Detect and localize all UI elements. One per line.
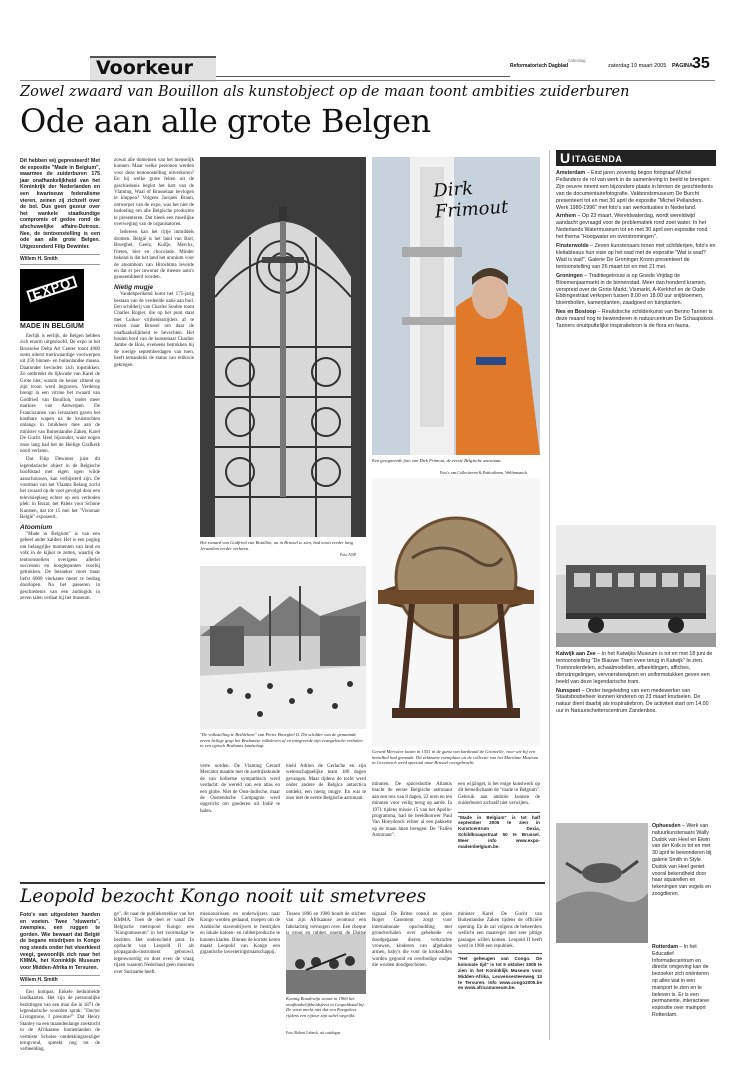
agenda-header [556, 150, 716, 166]
page-number: 35 [692, 55, 710, 72]
agenda-place: Ophuesden [652, 823, 681, 829]
sword-credit: Foto ANP [340, 552, 357, 557]
agenda-item: Ophuesden – Werk van natuurkunstenaars Wally Dudok van Heel en Eiwin van der Kolk is tot en met 30 april te bewonderen bij galerie Smith in Style. Dudok van Heel geniet vooral bekendheid door haar aquarellen en tekeningen van vogels en zoogdieren. [652, 823, 712, 897]
article2-paragraph: Een kompas. Enkele beduimelde landkaarten. Het zijn de persoonlijke bezittingen van een man die in 1871 de legendarische woorden sprak: "Doctor Livingstone, I presume?" Dat Henry Stanley na een maandenlange zoektocht in de Afrikaanse binnenlanden de vermiste Schotse ontdekkingsreiziger terugvond, spreekt nog tot de verbeelding. [20, 989, 100, 1053]
congo-info-box: "Het geheugen van Congo. De koloniale tijd" is tot 9 oktober 2005 te zien in het Koninklijk Museum voor Midden-Afrika, Leuvensesteenweg 13 te Tervuren. Info www.congo2005.be en www.africamuseum.be. [458, 953, 542, 991]
article2-col-6 [458, 912, 542, 1046]
header-rule [216, 76, 510, 77]
painting-photo [200, 566, 366, 729]
article-divider [20, 882, 545, 884]
agenda-item: Nunspeet – Onder begeleiding van een medewerker van Staatsbosbeheer kunnen kinderen op 23 maart knutselen. De natuur dient daarbij als inspiratiebron. De activiteit start om 14.00 uur in Natuurschetterscentrum Zandenbos. [556, 687, 709, 715]
article2-paragraph: Tussen 1896 en 1906 houdt de stichter van zijn Afrikaanse avontuur een fabelachtig vermogen over. Een cheque [286, 912, 366, 930]
paper-name: Reformatorisch Dagblad [510, 63, 569, 69]
article2-col-3 [200, 912, 280, 1046]
agenda-item: Nes en Bosloop – Realistische schilderkunst van Benno Tanner is deze maand nog te bewonderen in natuurcentrum De Schaapskooi. Tanners onuitputtelijke inspiratiebron is de flora en fauna. [556, 309, 715, 330]
article-author: Willem H. Smith [20, 254, 100, 264]
article-paragraph: hield Adrien de Gerlache en zijn wetenschappelijke team 180 dagen gevangen. Maar tijdens de tocht werd onder andere de Belgica antarctica ontdekt, een nietig mugje. En wat te zien met de eerste Belgische astronaut. [286, 764, 366, 802]
article-kicker: Zowel zwaard van Bouillon als kunstobject op de maan toont ambities zuiderburen [20, 84, 630, 100]
article-paragraph: Iedereen kan het rijtje inmiddels dromen. België is het land van Brel, Brueghel, Geelz, Kuifje, Merckx, frieten, bier en chocolade. Minder bekend is dat het land het uranium voor de atoombom van Hiroshima leverde en dat er per inwoner de meeste auto's geassembleerd worden. [114, 230, 194, 281]
agenda-place: Groningen [556, 272, 583, 279]
sword-caption: Het zwaard van Godfried van Bouillon, nu in Brussel te zien, had nooit eerder lang Jeruzalem eerder verlaten. [200, 540, 354, 551]
header-date: zaterdag 19 maart 2005 [608, 63, 667, 69]
agenda-title-u: U [560, 150, 571, 166]
agenda-text: In het Katwijks Museum is tot en met 18 juni de tentoonstelling "De Blauwe Tram even terug in Katwijk" te zien. Tramonderdelen, schaalmodellen, afbeeldingen, affiches, dienstregelingen, vervoersbewijzen en uniformstukken geven een beeld van deze legendarische tram. [556, 651, 713, 685]
subheading-atoomium: Atoomium [20, 523, 53, 531]
article-paragraph: "Made in Belgium" is van een geheel ander kaliber. Het is een poging om belangrijke momenten van land en volk in de kijker te zetten, waarbij de tentoonstellers overigens allerlei successen en hoogtepunten voorbij getrokken. De bezoeker moet maar liefst 6000 vierkante meter te bedrag doorlopen. Na het passeren in geschiedenis van een audiogids in zeven talen verlaat hij het museum. [20, 531, 100, 601]
agenda-title-rest: ITAGENDA [572, 154, 623, 164]
article-paragraph: minuten. De spaceshuttle Atlantis bracht de eerste Belgische astronaut aan een reis van 8 dagen, 22 uren en ten minuten voor veilig terug op aarde. In 1971 tijdens missie 15 van het Apollo-programma, had de beeldhouwer Paul Van Hoeydonck echter al een pakkette op de maan laten brengen: De "Fallen Astronaut". [372, 782, 452, 839]
agenda-col-3 [652, 823, 716, 943]
article2-paragraph: ge", dit naar de publiekstrekker van het KMMA. Toen de deel er vanaf De Belgische metropool Kongo een "Kongomuseum" in het voormalige te bezitten. Het onderscheid punt. In opdracht van Leopold II als propagandu-instrument gebouwd, tegenwoordig en doet even de vraag rijzen waarom Nederland geen museum over Suriname heeft. [114, 912, 194, 975]
agenda-place: Rotterdam [652, 944, 678, 950]
expo-logo-text: EXPO [26, 275, 78, 302]
astronaut-credit: Foto's van Collectieven & Particulieren, Welfenmasch [440, 470, 527, 475]
article-paragraph: verre oorden. De Vlaming Gerard Mercator maakte met de aardrijkskunde de van hollertse sympathisch werd verdacht: de wereld van een atlas en een globe. Niet de Oost-Indische, maar de Oostendsche Compagnie werd opgericht om goederen uit Indië te halen. [200, 764, 280, 814]
article2-paragraph: minister Karel De Gucht van Buitenlandse Zaken tijdens de officiële opening. En de zal volgens de beheerders wellicht een maatregel met zeer pittige passages willen komen. Leopold II heeft werd in 1960 een republiek. [458, 912, 542, 950]
agenda-text: Werk van natuurkunstenaars Wally Dudok van Heel en Eiwin van der Kolk is tot en met 30 april te bewonderen bij galerie Smith in Style. Dudok van Heel geniet vooral bekendheid door haar aquarellen en tekeningen van vogels en zoogdieren. [652, 823, 712, 897]
agenda-item: Rotterdam – In het Educatief Informatiecentrum en directe omgeving kan de bezoeker zich oriënteren op alles wat in een mainport te zien en te beleven is. Er is een permanente, interactieve expositie over mainport Rotterdam. [652, 944, 710, 1018]
article2-author: Willem H. Smith [20, 975, 100, 985]
boudewijn-caption: Koning Boudewijn woont in 1960 het onafhankelijkheidsfeest in Leopoldstad bij. De vorst merkt niet dat een Kongolees rijdens een rijtour zijn sabel wegrijkt. [286, 996, 365, 1018]
expo-logo [20, 269, 84, 321]
article-paragraph: een wijzinget, is het enige kunstwerk op dit hemellichaam de "made in Belgium". Gebruik aan ambitie kunnen de zuiderburen zichzelf niet verwijten. [458, 782, 540, 807]
agenda-text: Realistische schilderkunst van Benno Tanner is deze maand nog te bewonderen in natuurcentrum De Schaapskooi. Tanners onuitputtelijke inspiratiebron is de flora en fauna. [556, 309, 715, 330]
agenda-text: Eind jaren zeventig begon fotograaf Michel Pellanders de rol van werk in de samenleving in beeld te brengen. Zijn oeuvre neemt een bijzondere plaats in binnen de geschiedenis van de documentairefotografie. Vakbondsmuseum De Burcht presenteert tot en met 30 april de expositie "Michel Pellanders. Werk 1980-1996" met foto's van werksituaties in Nederland. [556, 170, 713, 211]
agenda-col-2 [556, 651, 716, 819]
agenda-text: Onder begeleiding van een medewerker van Staatsbosbeheer kunnen kinderen op 23 maart knutselen. De natuur dient daarbij als inspiratiebron. De activiteit start om 14.00 uur in Natuurschetterscentrum Zandenbos. [556, 687, 709, 715]
agenda-text: Zeven kunstenaars tonen met schilderijen, foto's en kleitableaus hun visie op het wad met de expositie "Wat is wad? Wad is wat!". Galerie De Groninger Kroon presenteert de tentoonstelling van 26 maart tot en met 21 mei. [556, 243, 716, 270]
header-bottom-rule [20, 80, 715, 81]
expo-info-box: "Made in Belgium" is tot half september 2005 te zien in Kunstcentrum Dexia, Schildknaapstraat 50 te Brussel. Meer info www.expo-madeinbelgium.be. [458, 812, 540, 850]
agenda-text: Op 23 maart, Wereldwaterdag, wordt wereldwijd aandacht gevraagd voor de problematiek rond zoet water. In het Nederlands Watermuseum tot en met 30 april een expositie rond het thema "Hoogwater en overstromingen". [556, 213, 708, 241]
agenda-col-4 [652, 944, 716, 1044]
column-divider [549, 150, 550, 1040]
article2-col-5 [372, 912, 452, 1046]
bird-art-photo [556, 823, 648, 943]
painting-caption: "De volkstelling te Bethlehem" van Pieter Brueghel II. Dit schilder van de genaamde zeven heilige grap het Brabantse volksleven af en integreerde zijn evangelische verhalen in een typisch Brabants landschap. [200, 732, 363, 749]
article2-headline: Leopold bezocht Kongo nooit uit smetvrees [20, 886, 427, 907]
article-col-6 [458, 782, 540, 876]
article-col-1 [20, 158, 100, 878]
article2-paragraph: missionarissen en onderwijzers naar Kongo worden gedaand, troepen om de Arabische slavendrijvers te bestrijden en lokale katoen- en rubberproductie te kunnen kladen. Binnen de kortste keren maakt Leopold van Kongo een gigantische investeringsmaatschappij. [200, 912, 280, 956]
stained-glass-window [200, 157, 366, 537]
agenda-text: Traditiegetrouw is op Goede Vrijdag de Bloemenjaarmarkt in de binnenstad. Meer dan honderd kramen, verspreid over de Grote Markt, Vismarkt, A-Kerkhof en de Oude Ebbingestraat verkopen tussen 8.00 en 18.00 uur snijbloemen, bloembollen, kamerplanten, zaadgoed en tuinplanten. [556, 272, 707, 307]
article2-col-2 [114, 912, 194, 1046]
agenda-place: Arnhem [556, 213, 577, 220]
agenda-item: Groningen – Traditiegetrouw is op Goede Vrijdag de Bloemenjaarmarkt in de binnenstad. Meer dan honderd kramen, verspreid over de Grote Markt, Vismarkt, A-Kerkhof en de Oude Ebbingestraat verkopen tussen 8.00 en 18.00 uur snijbloemen, bloembollen, kamerplanten, zaadgoed en tuinplanten. [556, 272, 707, 307]
article-paragraph: Dat Filip Dewinter juist dit legendarische object in de Belgische hoofdstad met eigen ogen wilde aanschouwen, kan verbijsterd zijn. De voorman van het Vlaams Belang zocht het zwaard op de voet gevolgd door een televisieploeg echter op een verboden plek: in Bozar, het Paleis voor Schone Kunsten, dat tot 15 mei het "Visionair België" exposeert. [20, 457, 100, 521]
article-col-3 [200, 764, 280, 876]
agenda-col [556, 170, 716, 522]
agenda-text: In het Educatief Informatiecentrum en directe omgeving kan de bezoeker zich oriënteren op alles wat in een mainport te zien en te beleven is. Er is een permanente, interactieve expositie over mainport Rotterdam. [652, 944, 710, 1018]
section-title: Voorkeur [96, 57, 194, 79]
agenda-place: Nunspeet [556, 687, 581, 694]
astronaut-signature: Dirk Frimout [432, 177, 510, 223]
boudewijn-photo [286, 934, 366, 994]
article2-lead: Foto's van uitgesloten handen en voeten. Twee "sluwerts", zwempies, een ruggen te gorden. Wie bewaart dat België de begane misdrijven in Kongo nog steeds onder het vloerkleed veegt, gewoonlijk zich naar het KMMA, het Koninklijk Museum voor Midden-Afrika in Tervuren. [20, 912, 100, 971]
page-label: PAGINA [672, 63, 693, 69]
article2-paragraph: signaal. De Britse consul en spion Roger Casement zorgt voor internationale opschudding met grondverhalen over gebeheide en doodgegaane dieren, verkrachte vrouwen, kinderen van afgehakte armen, baby's die voor de krokodillen worden gegooid en overbodige oudjes die worden doodgeschoten. [372, 912, 452, 969]
globe-photo [372, 478, 540, 746]
agenda-place: Katwijk aan Zee [556, 651, 596, 657]
astronaut-caption: Een gesigneerde foto van Dirk Frimout, de eerste Belgische astronaut. [372, 458, 502, 463]
article-paragraph: Eerlijk is eerlijk, de Belgen hebben zich enorm uitgesloofd. De expo in het Brusselse Delta Art Center toont 4000 soms uiterst merkwaardige voorwerpen uit 250 binnen- en buitenlandse musea. Daaronder bevinden zich topstukken. Zo ontbreekt de lijkwade van Karel de Grote niet, waarin de keizer zittend op zijn troon werd begraven. Verderop brengt in een vitrine het zwaard van Godfried van Bouillon, onder meer markies van Antwerpen. De Franciscanen van Jeruzalem gaven het kostbare wapen na de kruistochten onlangs in bruikleen mee aan de minister van Buitenlandse Zaken, Karel De Gucht. Heel bijzonder, want nogen onze lang had het de Heilige Grafkerk nooit verlaten. [20, 333, 100, 455]
agenda-item: Arnhem – Op 23 maart, Wereldwaterdag, wordt wereldwijd aandacht gevraagd voor de problematiek rond zoet water. In het Nederlands Watermuseum tot en met 30 april een expositie rond het thema "Hoogwater en overstromingen". [556, 213, 708, 241]
article-paragraph: zowat alle domeinen van het menselijk kunnen. Maar welke personen werden voor deze tentoonstelling uitverkoren? En bij welke grote feiten uit de geschiedenis begint het hart van de Vlaming, Waal of Brusselaar bevlogen te kloppen? Volgens Jacques Braun, ontwerper van de expo, was het niet de bedoeling om alle Belgische producten te presenteren. Dat bleek een moeilijke overweging van de organisatoren. [114, 158, 194, 228]
agenda-item: Finsterwolde – Zeven kunstenaars tonen met schilderijen, foto's en kleitableaus hun visie op het wad met de expositie "Wat is wad? Wad is wat!". Galerie De Groninger Kroon presenteert de tentoonstelling van 26 maart tot en met 21 mei. [556, 243, 716, 270]
agenda-place: Finsterwolde [556, 243, 589, 250]
sword-photo [200, 157, 366, 537]
article-lead: Dit hebben wij gepresteerd! Met de expositie "Made in Belgium", waarmee de zuiderburen 175 jaar onafhankelijkheid van het Koninkrijk der Nederlanden en een kwarteeuw federalisme vieren, zeinen zij zichzelf over de bol. Dus geen gezeur over het wankele staatkundige compromis of gedoe rond de afschuwelijke affaire-Dutroux. Nee, de tentoonstelling is een ode aan alle grote Belgen. Uitgezonderd Filip Dewinter. [20, 158, 100, 250]
article-col-2 [114, 158, 194, 876]
astronaut-photo [372, 157, 540, 455]
agenda-item: Katwijk aan Zee – In het Katwijks Museum is tot en met 18 juni de tentoonstelling "De Blauwe Tram even terug in Katwijk" te zien. Tramonderdelen, schaalmodellen, afbeeldingen, affiches, dienstregelingen, vervoersbewijzen en uniformstukken geven een beeld van deze legendarische tram. [556, 651, 713, 685]
article-col-4 [286, 764, 366, 876]
article-headline: Ode aan alle grote Belgen [20, 102, 431, 140]
agenda-place: Nes en Bosloop [556, 309, 597, 316]
boudewijn-credit: Foto Robert Lebeck, uit catalogus [286, 1030, 341, 1035]
article2-col-4 [286, 912, 366, 932]
subheading-nietig: Nietig mugje [114, 283, 154, 291]
globe-caption: Gerard Mercator kwam in 1551 in de gunst van kardinaal de Granvelle, voor wie hij een hemelbol had gemaakt. Dit zeldzame exemplaar uit de collectie van het Maritime Museum in Greenwich werd speciaal naar Brussel overgebracht. [372, 749, 538, 766]
article-col-5 [372, 782, 452, 876]
agenda-place: Amsterdam [556, 170, 586, 176]
expo-logo-label: MADE IN BELGIUM [20, 322, 84, 330]
article-paragraph: Vandehperikend komt het 175-jarig bestaan van de verdeelde natie aan bod. Een schilderij van Charles Soubre toont Charles Rogier, die op het punt staat met Luikse vrijheidsstrijders af te reizen naar Brussel om daar de onafhankelijkheid te bevechten. Het houten bord van de kunstenaar Charlier Jambe de Bois, eveneens betrokken bij de roerige septemberdagen van toen, heeft iemandelis de status van relikwie gekregen. [114, 292, 194, 368]
paper-day: zaterdag [568, 58, 586, 63]
article2-col-1 [20, 912, 100, 1053]
tram-photo [556, 525, 716, 647]
agenda-item: Amsterdam – Eind jaren zeventig begon fotograaf Michel Pellanders de rol van werk in de samenleving in beeld te brengen. Zijn oeuvre neemt een bijzondere plaats in binnen de geschiedenis van de documentairefotografie. Vakbondsmuseum De Burcht presenteert tot en met 30 april de expositie "Michel Pellanders. Werk 1980-1996" met foto's van werksituaties in Nederland. [556, 170, 713, 211]
